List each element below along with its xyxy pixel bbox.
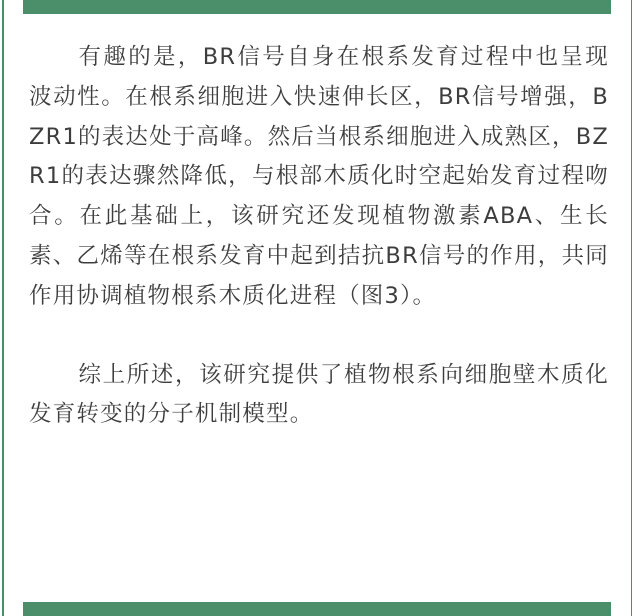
bottom-accent-bar (23, 602, 611, 616)
top-accent-bar (23, 0, 611, 14)
left-border-line (2, 0, 4, 616)
article-body (29, 38, 609, 435)
paragraph-br-signal: 有趣的是，BR信号自身在根系发育过程中也呈现波动性。在根系细胞进入快速伸长区，BR信号增强，BZR1的表达处于高峰。然后当根系细胞进入成熟区，BZR1的表达骤然降低，与根部木质化时空起始发育过程吻合。在此基础上，该研究还发现植物激素ABA、生长素、乙烯等在根系发育中起到拮抗BR信号的作用，共同作用协调植物根系木质化进程（图3）。 (29, 44, 609, 309)
paragraph-summary: 综上所述，该研究提供了植物根系向细胞壁木质化发育转变的分子机制模型。 (29, 361, 609, 428)
right-border-line (631, 0, 633, 616)
